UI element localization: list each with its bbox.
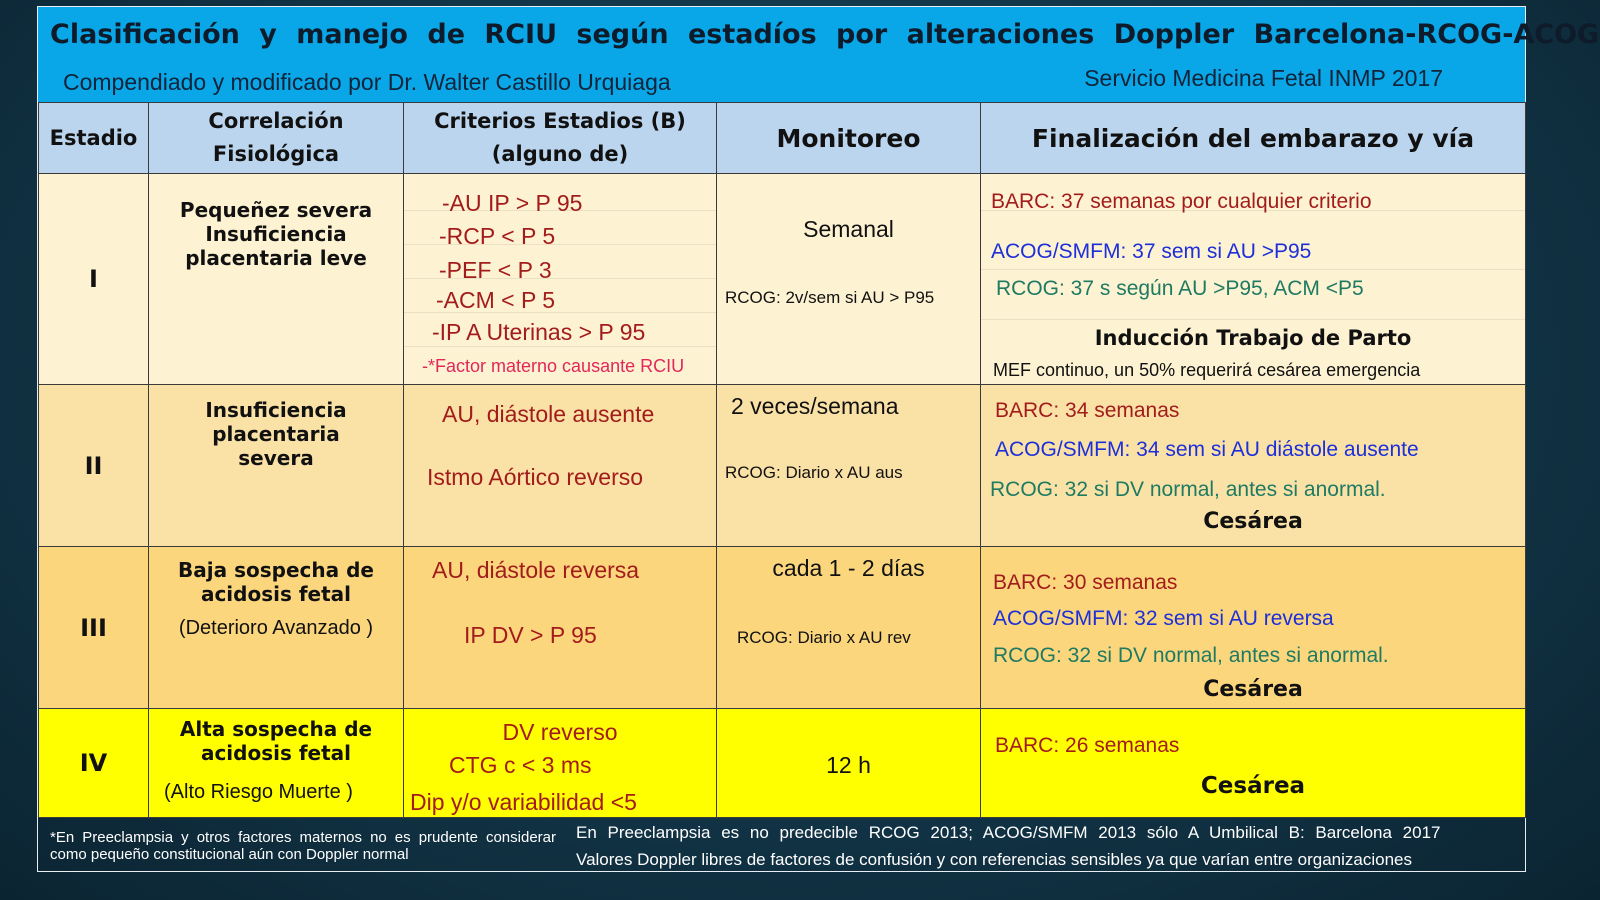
- physiology-cell: [149, 547, 404, 709]
- barc-criterion: BARC: 37 semanas por cualquier criterio: [991, 190, 1372, 213]
- criterion-item: AU, diástole reversa: [432, 557, 640, 583]
- criterion-item: Istmo Aórtico reverso: [427, 464, 644, 490]
- monitoring-frequency: Semanal: [803, 216, 894, 242]
- criteria-cell: [404, 547, 717, 709]
- criteria-cell: [404, 385, 717, 547]
- acog-criterion: ACOG/SMFM: 37 sem si AU >P95: [991, 240, 1312, 263]
- delivery-cell: [981, 709, 1526, 818]
- monitoring-rcog: RCOG: Diario x AU aus: [725, 463, 903, 482]
- delivery-route: Inducción Trabajo de Parto: [1094, 326, 1412, 350]
- slide-header: [38, 7, 1600, 102]
- monitoring-cell: [717, 385, 981, 547]
- criterion-item: DV reverso: [502, 719, 618, 745]
- monitoring-cell: [717, 174, 981, 385]
- stage-label: I: [39, 174, 149, 385]
- criterion-item: -ACM < P 5: [436, 287, 556, 313]
- rcog-criterion: RCOG: 32 si DV normal, antes si anormal.: [993, 644, 1389, 667]
- table-row-stage-1: [39, 174, 1526, 385]
- delivery-cell: [981, 174, 1526, 385]
- monitoring-frequency: 2 veces/semana: [731, 393, 899, 419]
- barc-criterion: BARC: 30 semanas: [993, 571, 1178, 594]
- footnote-references: En Preeclampsia es no predecible RCOG 2013; ACOG/SMFM 2013 sólo A Umbilical B: Barcelona 2017: [576, 823, 1441, 842]
- monitoring-frequency: 12 h: [826, 752, 871, 778]
- monitoring-rcog: RCOG: 2v/sem si AU > P95: [725, 288, 935, 307]
- footnote-doppler-values: Valores Doppler libres de factores de confusión y con referencias sensibles ya que varían entre organizaciones: [576, 850, 1412, 869]
- physiology-note: (Alto Riesgo Muerte ): [164, 781, 353, 803]
- criterion-note: -*Factor materno causante RCIU: [422, 356, 685, 376]
- criterion-item: -RCP < P 5: [439, 223, 556, 249]
- slide-title: Clasificación y manejo de RCIU según estadíos por alteraciones Doppler Barcelona-RCOG-ACOG: [50, 19, 1600, 50]
- criteria-cell: [404, 174, 717, 385]
- acog-criterion: ACOG/SMFM: 34 sem si AU diástole ausente: [995, 438, 1419, 461]
- physiology-text: Alta sospecha de acidosis fetal: [179, 717, 373, 765]
- table-row-stage-2: [39, 385, 1526, 547]
- criterion-item: CTG c < 3 ms: [449, 752, 592, 778]
- barc-criterion: BARC: 34 semanas: [995, 399, 1180, 422]
- classification-table: [38, 102, 1526, 818]
- physiology-text: Pequeñez severa Insuficiencia placentaria leve: [179, 198, 373, 270]
- physiology-cell: [149, 709, 404, 818]
- col-header-stage: Estadio: [39, 103, 149, 174]
- criterion-item: IP DV > P 95: [464, 622, 597, 648]
- delivery-cell: [981, 385, 1526, 547]
- delivery-route: Cesárea: [1203, 509, 1303, 534]
- criterion-item: -IP A Uterinas > P 95: [432, 319, 646, 345]
- delivery-route: Cesárea: [1203, 677, 1303, 702]
- criterion-item: AU, diástole ausente: [442, 401, 655, 427]
- rcog-criterion: RCOG: 37 s según AU >P95, ACM <P5: [996, 277, 1364, 300]
- monitoring-rcog: RCOG: Diario x AU rev: [737, 628, 911, 647]
- stage-label: II: [39, 385, 149, 547]
- criterion-item: Dip y/o variabilidad <5: [410, 789, 637, 815]
- col-header-criteria: Criterios Estadios (B) (alguno de): [404, 103, 717, 174]
- criterion-item: -PEF < P 3: [439, 257, 552, 283]
- table-header-row: [39, 103, 1526, 174]
- delivery-route-note: MEF continuo, un 50% requerirá cesárea emergencia: [993, 360, 1421, 380]
- footnote-preeclampsia: *En Preeclampsia y otros factores maternos no es prudente considerar como pequeño constitucional aún con Doppler normal: [50, 829, 556, 863]
- institution-credit: Servicio Medicina Fetal INMP 2017: [1084, 65, 1443, 91]
- col-header-monitoring: Monitoreo: [717, 103, 981, 174]
- monitoring-frequency: cada 1 - 2 días: [772, 555, 925, 581]
- rcog-criterion: RCOG: 32 si DV normal, antes si anormal.: [990, 478, 1386, 501]
- monitoring-cell: [717, 709, 981, 818]
- barc-criterion: BARC: 26 semanas: [995, 734, 1180, 757]
- col-header-delivery: Finalización del embarazo y vía: [981, 103, 1526, 174]
- acog-criterion: ACOG/SMFM: 32 sem si AU reversa: [993, 607, 1334, 630]
- criterion-item: -AU IP > P 95: [442, 190, 583, 216]
- table-row-stage-3: [39, 547, 1526, 709]
- monitoring-cell: [717, 547, 981, 709]
- physiology-text: Baja sospecha de acidosis fetal: [178, 558, 374, 606]
- stage-label: III: [39, 547, 149, 709]
- col-header-physiology: Correlación Fisiológica: [149, 103, 404, 174]
- author-credit: Compendiado y modificado por Dr. Walter Castillo Urquiaga: [63, 69, 671, 95]
- delivery-route: Cesárea: [1200, 773, 1306, 799]
- stage-label: IV: [39, 709, 149, 818]
- physiology-cell: [149, 174, 404, 385]
- criteria-cell: [404, 709, 717, 818]
- physiology-text: Insuficiencia placentaria severa: [205, 398, 347, 470]
- delivery-cell: [981, 547, 1526, 709]
- physiology-note: (Deterioro Avanzado ): [178, 617, 374, 639]
- table-row-stage-4: [39, 709, 1526, 818]
- physiology-cell: [149, 385, 404, 547]
